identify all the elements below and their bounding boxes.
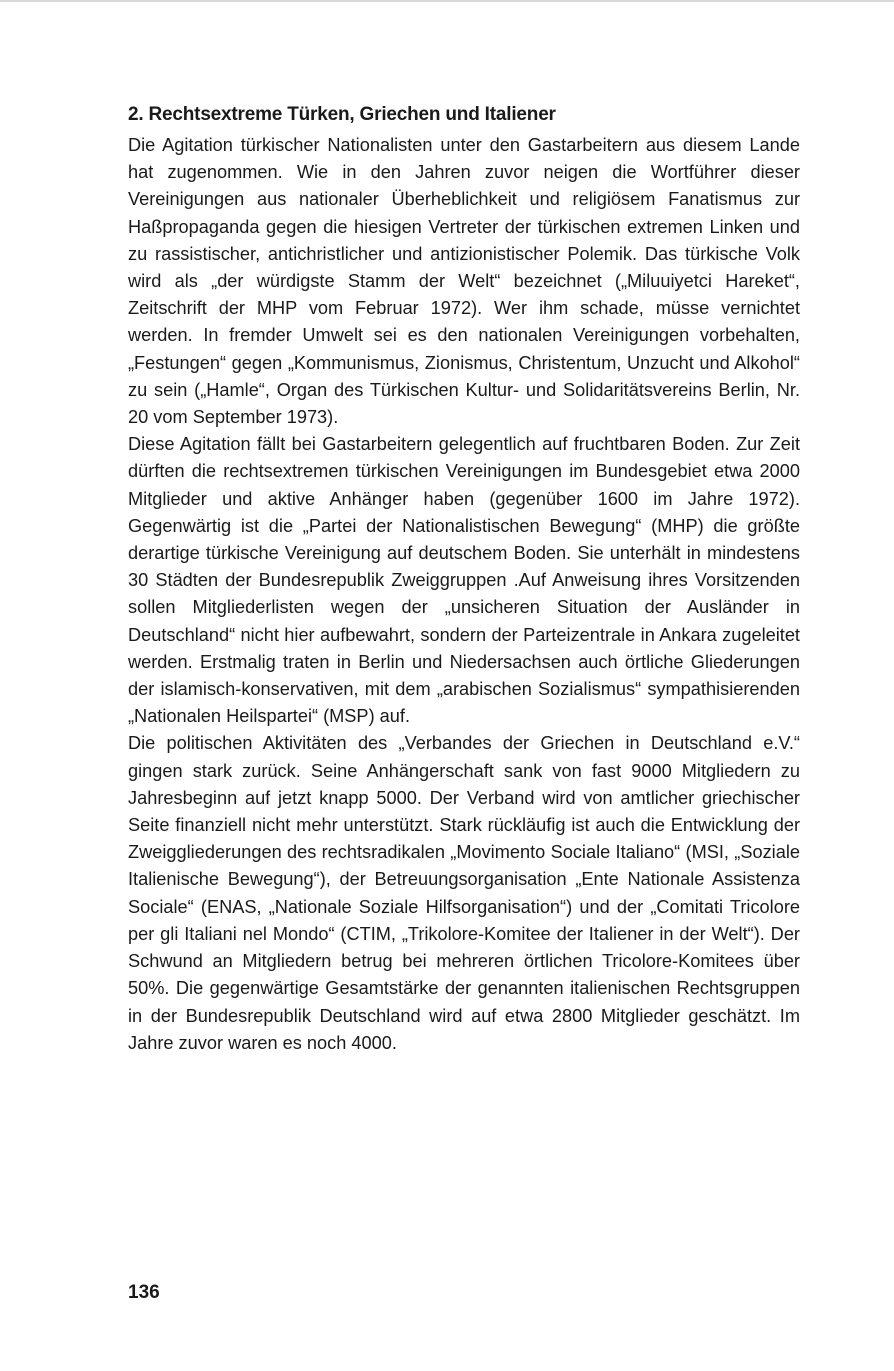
paragraph-turkish-organizations: Diese Agitation fällt bei Gastarbeitern gelegentlich auf fruchtbaren Boden. Zur Zeit dürften die rechtsextremen türkischen Vereinigungen im Bundesgebiet etwa 2000 Mitglieder und aktive Anhänger haben (gegenüber 1600 im Jahre 1972). Gegenwärtig ist die „Partei der Nationalistischen Bewegung“ (MHP) die größte derartige türkische Vereinigung auf deutschem Boden. Sie unterhält in mindestens 30 Städten der Bundesrepublik Zweiggruppen .Auf Anweisung ihres Vorsitzenden sollen Mitgliederlisten wegen der „unsicheren Situation der Ausländer in Deutschland“ nicht hier aufbewahrt, sondern der Parteizentrale in Ankara zugeleitet werden. Erstmalig traten in Berlin und Niedersachsen auch örtliche Gliederungen der islamisch-konservativen, mit dem „arabischen Sozialismus“ sympathisierenden „Nationalen Heilspartei“ (MSP) auf. [128,434,800,727]
paragraph-greek-italian-groups: Die politischen Aktivitäten des „Verbandes der Griechen in Deutschland e.V.“ gingen stark zurück. Seine Anhängerschaft sank von fast 9000 Mitgliedern zu Jahresbeginn auf jetzt knapp 5000. Der Verband wird von amtlicher griechischer Seite finanziell nicht mehr unterstützt. Stark rückläufig ist auch die Entwicklung der Zweiggliederungen des rechtsradikalen „Movimento Sociale Italiano“ (MSI, „Soziale Italienische Bewegung“), der Betreuungsorganisation „Ente Nationale Assistenza Sociale“ (ENAS, „Nationale Soziale Hilfsorganisation“) und der „Comitati Tricolore per gli Italiani nel Mondo“ (CTIM, „Trikolore-Komitee der Italiener in der Welt“). Der Schwund an Mitgliedern betrug bei mehreren örtlichen Tricolore-Komitees über 50%. Die gegenwärtige Gesamtstärke der genannten italienischen Rechtsgruppen in der Bundesrepublik Deutschland wird auf etwa 2800 Mitglieder geschätzt. Im Jahre zuvor waren es noch 4000. [128,733,800,1053]
section-heading: 2. Rechtsextreme Türken, Griechen und Italiener [128,104,556,125]
paragraph-turkish-agitation: Die Agitation türkischer Nationalisten unter den Gastarbeitern aus diesem Lande hat zugenommen. Wie in den Jahren zuvor neigen die Wortführer dieser Vereinigungen aus nationaler Überheblichkeit und religiösem Fanatismus zur Haßpropaganda gegen die hiesigen Vertreter der türkischen extremen Linken und zu rassistischer, antichristlicher und antizionistischer Polemik. Das türkische Volk wird als „der würdigste Stamm der Welt“ bezeichnet („Miluuiyetci Hareket“, Zeitschrift der MHP vom Februar 1972). Wer ihm schade, müsse vernichtet werden. In fremder Umwelt sei es den nationalen Vereinigungen vorbehalten, „Festungen“ gegen „Kommunismus, Zionismus, Christentum, Unzucht und Alkohol“ zu sein („Hamle“, Organ des Türkischen Kultur- und Solidaritätsvereins Berlin, Nr. 20 vom September 1973). [128,135,800,428]
page-body [128,101,800,1057]
page-top-edge [0,0,894,2]
page-number: 136 [128,1282,160,1303]
